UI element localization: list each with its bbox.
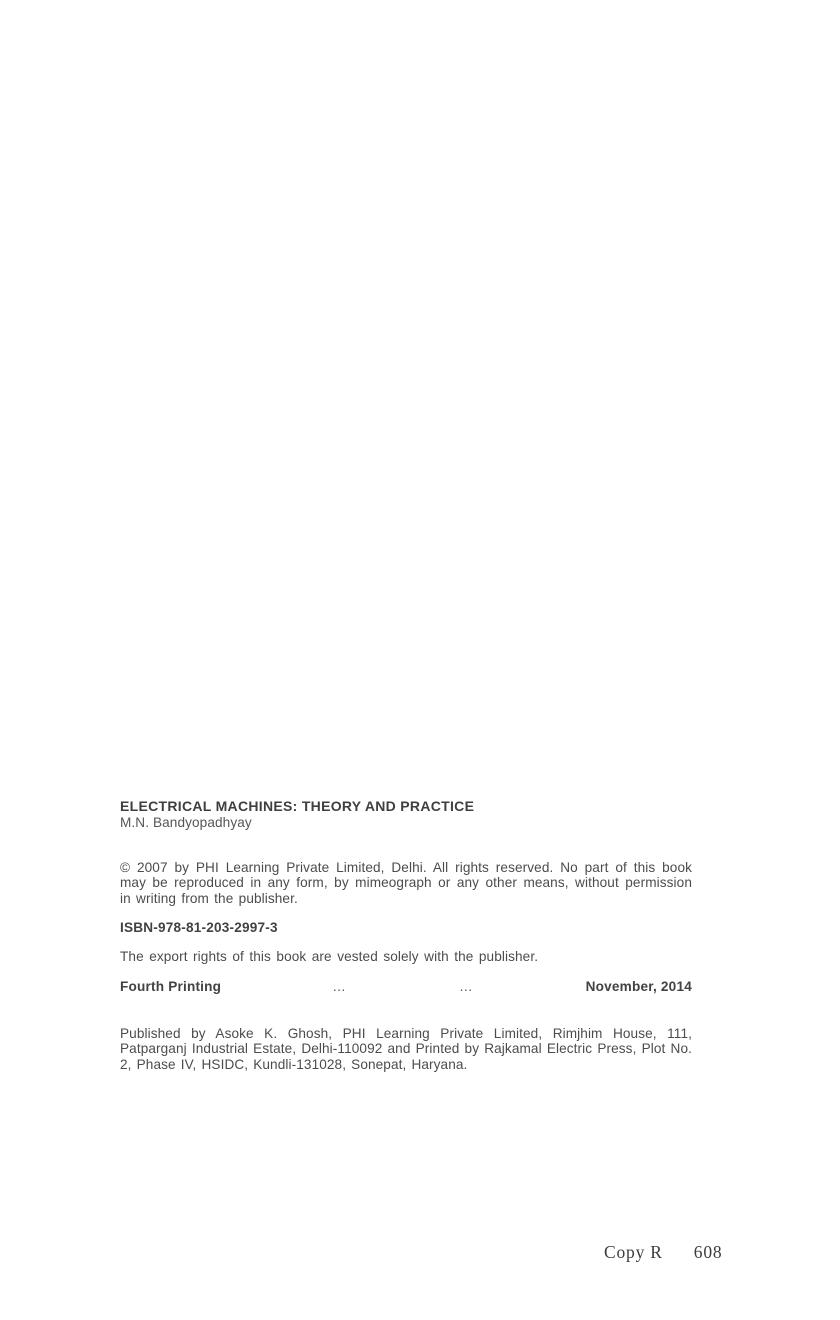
publisher-info: Published by Asoke K. Ghosh, PHI Learning Private Limited, Rimjhim House, 111, Patparganj Industrial Estate, Delhi-110092 and Printed by Rajkamal Electric Press, Plot No. 2, Phase IV, HSIDC, Kundli-131028, Sonepat, Haryana. xyxy=(120,1026,692,1072)
printing-date: November, 2014 xyxy=(585,979,692,994)
copy-stamp-label: Copy R xyxy=(604,1242,663,1262)
footer-stamp xyxy=(604,1242,722,1263)
copyright-notice: © 2007 by PHI Learning Private Limited, Delhi. All rights reserved. No part of this book may be reproduced in any form, by mimeograph or any other means, without permission in writing from the publisher. xyxy=(120,860,692,906)
export-rights-note: The export rights of this book are vested solely with the publisher. xyxy=(120,949,539,964)
page-number: 608 xyxy=(693,1242,723,1262)
book-title: ELECTRICAL MACHINES: THEORY AND PRACTICE xyxy=(120,798,475,814)
printing-dots-right: … xyxy=(458,979,475,994)
printing-history-row xyxy=(120,979,692,994)
isbn-number: ISBN-978-81-203-2997-3 xyxy=(120,920,278,935)
book-author: M.N. Bandyopadhyay xyxy=(120,815,252,830)
printing-edition: Fourth Printing xyxy=(120,979,222,994)
printing-dots-left: … xyxy=(332,979,348,994)
